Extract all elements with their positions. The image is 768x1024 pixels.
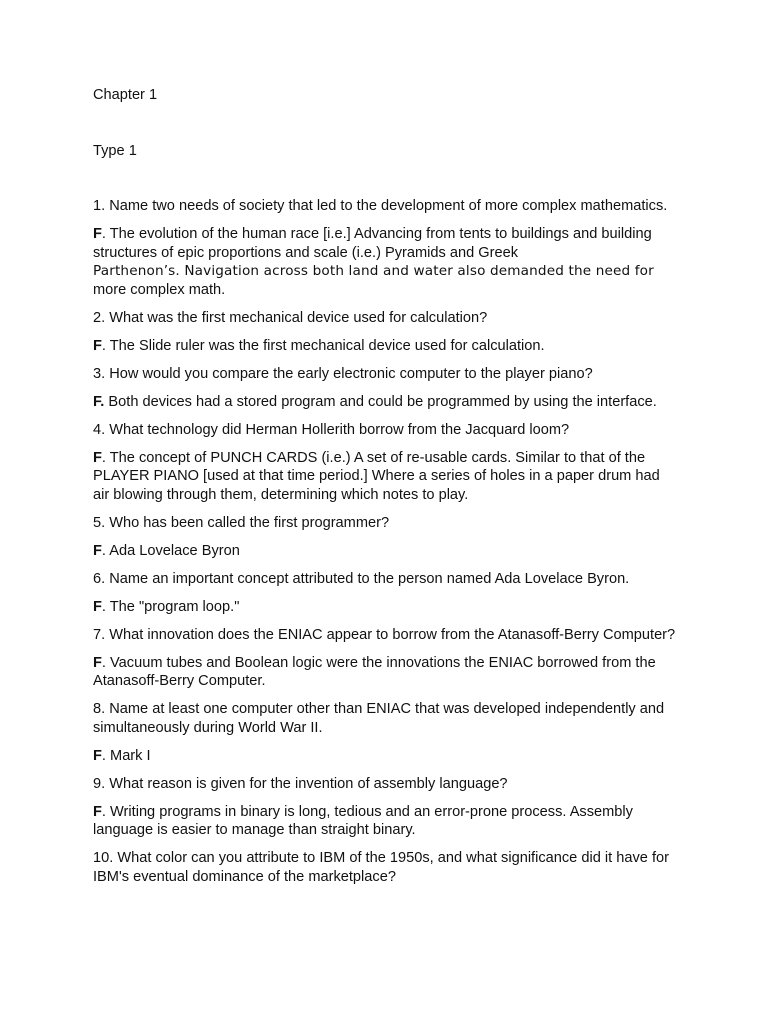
question-4	[93, 421, 676, 440]
question-text: 1. Name two needs of society that led to the development of more complex mathematics.	[93, 198, 668, 214]
answer-2	[93, 337, 676, 356]
answer-text: . The concept of PUNCH CARDS (i.e.) A set of re-usable cards. Similar to that of the PLAYER PIANO [used at that time period.] Where a series of holes in a paper drum had air blowing through them, determining which notes to play.	[93, 449, 660, 503]
question-text: 3. How would you compare the early electronic computer to the player piano?	[93, 365, 593, 382]
answer-prefix: F	[93, 747, 102, 764]
answer-prefix: F.	[93, 393, 105, 410]
answer-1	[93, 225, 676, 299]
qa-list	[93, 197, 676, 886]
question-2	[93, 309, 676, 328]
answer-text: . The "program loop."	[101, 598, 240, 615]
chapter-heading: Chapter 1	[93, 87, 158, 103]
answer-prefix: F	[93, 449, 102, 466]
answer-4	[93, 449, 676, 505]
answer-5	[93, 542, 676, 561]
answer-7	[93, 654, 676, 691]
question-5	[93, 514, 676, 533]
answer-text: Both devices had a stored program and could be programmed by using the interface.	[104, 393, 657, 410]
answer-6	[93, 598, 676, 617]
question-8	[93, 700, 676, 737]
answer-text: . Writing programs in binary is long, tedious and an error-prone process. Assembly language is easier to manage than straight binary.	[93, 803, 633, 838]
question-text: 6. Name an important concept attributed to the person named Ada Lovelace Byron.	[93, 570, 630, 587]
answer-9	[93, 803, 676, 840]
question-text: 9. What reason is given for the invention of assembly language?	[93, 775, 508, 792]
answer-prefix: F	[93, 226, 102, 242]
answer-prefix: F	[93, 654, 102, 671]
question-3	[93, 365, 676, 384]
answer-text: . Ada Lovelace Byron	[101, 542, 240, 559]
question-10	[93, 849, 676, 886]
question-text: 5. Who has been called the first programmer?	[93, 514, 390, 531]
question-9	[93, 775, 676, 794]
question-text: 10. What color can you attribute to IBM of the 1950s, and what significance did it have for IBM's eventual dominance of the marketplace?	[93, 850, 669, 885]
answer-text-alt: Parthenon’s. Navigation across both land and water also demanded the need for	[93, 263, 654, 279]
type-heading: Type 1	[93, 142, 137, 159]
answer-8	[93, 747, 676, 766]
answer-text: . Vacuum tubes and Boolean logic were the innovations the ENIAC borrowed from the Atanasoff-Berry Computer.	[93, 654, 656, 689]
answer-text: . Mark I	[101, 747, 151, 764]
question-text: 8. Name at least one computer other than ENIAC that was developed independently and simultaneously during World War II.	[93, 701, 665, 736]
answer-text: . The evolution of the human race [i.e.] Advancing from tents to buildings and building structures of epic proportions and scale (i.e.) Pyramids and Greek	[93, 226, 652, 261]
answer-prefix: F	[93, 598, 102, 615]
answer-text: . The Slide ruler was the first mechanical device used for calculation.	[101, 337, 545, 354]
answer-text-tail: more complex math.	[93, 281, 226, 298]
answer-3	[93, 393, 676, 412]
question-1	[93, 197, 676, 216]
answer-prefix: F	[93, 337, 102, 354]
question-text: 7. What innovation does the ENIAC appear to borrow from the Atanasoff-Berry Computer?	[93, 626, 676, 643]
answer-prefix: F	[93, 542, 102, 559]
question-text: 2. What was the first mechanical device used for calculation?	[93, 309, 488, 326]
question-7	[93, 626, 676, 645]
answer-prefix: F	[93, 803, 102, 820]
question-text: 4. What technology did Herman Hollerith borrow from the Jacquard loom?	[93, 421, 570, 438]
question-6	[93, 570, 676, 589]
